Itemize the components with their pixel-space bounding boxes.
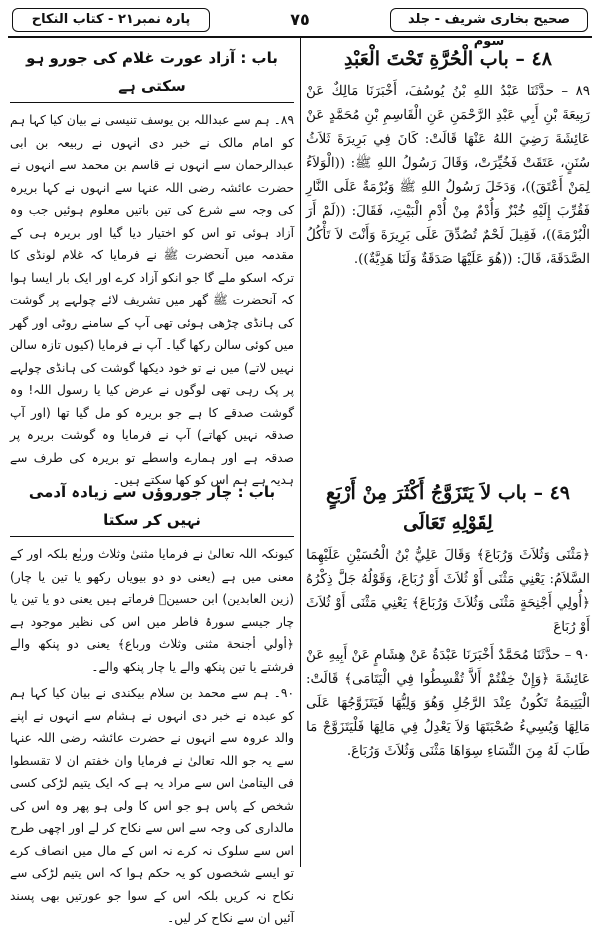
page-number: ٧٥ bbox=[290, 10, 310, 29]
column-divider bbox=[300, 38, 301, 867]
book-page bbox=[8, 6, 592, 925]
section-48-urdu-heading: باب : آزاد عورت غلام کی جورو ہو سکتی ہے bbox=[10, 44, 294, 103]
section-49-urdu-heading-line1: باب : چار جوروؤں سے زیادہ آدمی bbox=[28, 483, 276, 501]
book-title-box: صحیح بخاری شریف - جلد سوم bbox=[390, 8, 588, 32]
section-49-arabic-heading: ٤٩ – باب لاَ يَتَزَوَّجُ أَكْثَرَ مِنْ أَرْبَعٍ لِقَوْلِهِ تَعَالَى bbox=[325, 482, 570, 534]
urdu-column-section-48 bbox=[10, 42, 294, 487]
section-48-arabic-heading: ٤٨ – باب الْحُرَّةِ تَحْتَ الْعَبْدِ bbox=[344, 48, 552, 70]
section-49-urdu-intro: کیونکہ اللہ تعالیٰ نے فرمایا مثنیٰ وثلاث وربٰع بلکہ اور کے معنی میں ہے (یعنی دو دو بیویاں رکھو یا تین یا چار) (زین العابدین) ابن حسینؓ فرماتے ہیں یعنی دو یا تین یا چار جیسے سورۂ فاطر میں اس کی نظیر موجود ہے ﴿أولي أجنحة مثنى وثلاث ورباع﴾ یعنی دو پنکھ والے فرشتے یا تین پنکھ والے یا چار پنکھ والے۔ bbox=[10, 547, 294, 674]
section-49-arabic-intro: ﴿مَثْنَى وَثُلاَثَ وَرُبَاعَ﴾ وَقَالَ عَلِيُّ بْنُ الْحُسَيْنِ عَلَيْهِمَا السَّلاَمُ: يَعْنِي مَثْنَى أَوْ ثُلاَثَ أَوْ رُبَاعَ، وَقَوْلُهُ جَلَّ ذِكْرُهُ ﴿أُولِي أَجْنِحَةٍ مَثْنَى وَثُلاَثَ وَرُبَاعَ﴾ يَعْنِي مَثْنَى أَوْ ثُلاَثَ أَوْ رُبَاعَ bbox=[306, 548, 590, 635]
hadith-89-arabic: ٨٩ – حدَّثَنَا عَبْدُ اللهِ بْنُ يُوسُفَ، أَخْبَرَنَا مَالِكٌ عَنْ رَبِيعَةَ بْنِ أَبِي عَبْدِ الرَّحْمَنِ عَنِ الْقَاسِمِ بْنِ مُحَمَّدٍ عَنْ عَائِشَةَ رَضِيَ اللهُ عَنْهَا قَالَتْ: كَانَ فِي بَرِيرَةَ ثَلاَثُ سُنَنٍ، عَتَقَتْ فَخُيِّرَتْ، وَقَالَ رَسُولُ اللهِ ﷺ: ((الْوَلاَءُ لِمَنْ أَعْتَقَ))، وَدَخَلَ رَسُولُ اللهِ ﷺ وَبُرْمَةٌ عَلَى النَّارِ فَقُرِّبَ إِلَيْهِ خُبْزٌ وَأُدْمٌ مِنْ أُدْمِ الْبَيْتِ، فَقَالَ: ((لَمْ أَرَ الْبُرْمَةَ))، فَقِيلَ لَحْمٌ تُصُدِّقَ عَلَى بَرِيرَةَ وَأَنْتَ لاَ تَأْكُلُ الصَّدَقَةَ، قَالَ: ((هُوَ عَلَيْهَا صَدَقَةٌ وَلَنَا هَدِيَّةٌ)). bbox=[306, 84, 590, 267]
page-header bbox=[8, 6, 592, 49]
hadith-90-arabic: ٩٠ – حدَّثَنَا مُحَمَّدٌ أَخْبَرَنَا عَبْدَةُ عَنْ هِشَامٍ عَنْ أَبِيهِ عَنْ عَائِشَةَ ﴿وَإِنْ خِفْتُمْ أَلاَّ تُقْسِطُوا فِي الْيَتَامَى﴾ قَالَتْ: الْيَتِيمَةُ تَكُونُ عِنْدَ الرَّجُلِ وَهُوَ وَلِيُّهَا فَيَتَزَوَّجُهَا عَلَى مَالِهَا وَيُسِيءُ صُحْبَتَهَا وَلاَ يَعْدِلُ فِي مَالِهَا فَلْيَتَزَوَّجْ مَا طَابَ لَهُ مِنَ النِّسَاءِ سِوَاهَا مَثْنَى وَثُلاَثَ وَرُبَاعَ. bbox=[306, 648, 590, 759]
section-49-urdu-heading-line2: نہیں کر سکتا bbox=[10, 506, 294, 537]
hadith-90-urdu: ٩٠۔ ہم سے محمد بن سلام بیکندی نے بیان کیا کہا ہم کو عبدہ نے خبر دی انہوں نے ہشام سے انہوں نے اپنے والد عروہ سے انہوں نے حضرت عائشہ رضی اللہ عنہا سے یہ جو اللہ تعالیٰ نے فرمایا وان خفتم ان لا تقسطوا فی الیتامیٰ اس سے مراد یہ ہے کہ ایک یتیم لڑکی کسی شخص کے پاس ہو جو اس کا ولی ہو پھر وہ اس کی مالداری کی وجہ سے اس سے نکاح کر لے اور اچھی طرح اس سے سلوک نہ کرے نہ اس کے مال میں انصاف کرے تو ایسے شخصوں کو یہ حکم ہوا کہ اس یتیم لڑکی سے نکاح نہ کریں بلکہ اس کے سوا جو عورتیں بھی پسند آئیں ان سے نکاح کر لیں۔ bbox=[10, 686, 294, 925]
hadith-89-urdu: ٨٩۔ ہم سے عبداللہ بن یوسف تنیسی نے بیان کیا کہا ہم کو امام مالک نے خبر دی انہوں نے ربیعہ بن ابی عبدالرحمان سے انہوں نے قاسم بن محمد سے انہوں نے حضرت عائشہ رضی اللہ عنہا سے انہوں نے کہا بریرہ کی وجہ سے شرع کی تین باتیں معلوم ہوئیں جب وہ آزاد ہوئی تو اس کو اختیار دیا گیا اور بریرہ ہی کے مقدمہ میں آنحضرت ﷺ نے فرمایا کہ غلام لونڈی کا ترکہ اسکو ملے گا جو انکو آزاد کرے اور ایک بار ایسا ہوا کہ آنحضرت ﷺ گھر میں تشریف لائے چولہے پر گوشت کی ہانڈی چڑھی ہوئی تھی آپ کے سامنے روٹی اور گھر میں کوئی سالن رکھا گیا۔ آپ نے فرمایا (کیوں تازہ سالن نہیں لاتے) میں نے تو خود دیکھا گوشت کی ہانڈی چولہے پر پک رہی تھی لوگوں نے عرض کیا یا رسول اللہ! وہ گوشت صدقے کا ہے جو بریرہ کو مل گیا تھا (اور آپ صدقہ نہیں کھاتے) آپ نے فرمایا وہ گوشت بریرہ پر صدقہ ہے اور ہمارے واسطے تو بریرہ کی طرف سے ہدیہ ہے ہم اس کو کھا سکتے ہیں۔ bbox=[10, 113, 294, 487]
arabic-column-section-49 bbox=[306, 476, 590, 867]
chapter-info-box: پارہ نمبر۲۱ - کتاب النکاح bbox=[12, 8, 210, 32]
urdu-column-section-49 bbox=[10, 476, 294, 925]
arabic-column-section-48 bbox=[306, 42, 590, 472]
